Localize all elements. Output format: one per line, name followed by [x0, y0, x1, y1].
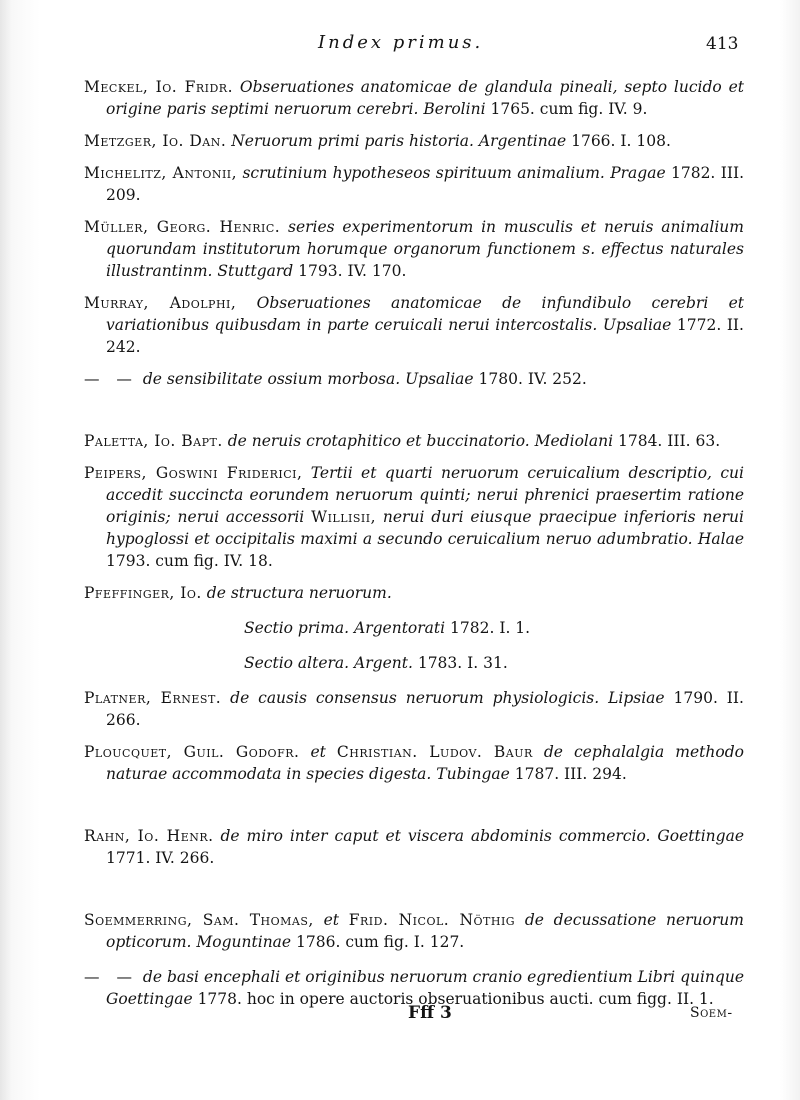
running-head	[0, 32, 800, 58]
entry-title: de basi encephali et originibus neruorum cranio egredientium Libri quinque	[142, 968, 744, 986]
entry-title: de cephalalgia methodo naturae accommodata in species digesta.	[106, 743, 744, 783]
ditto-dash: — —	[84, 968, 138, 986]
entry-connector: et	[323, 911, 339, 929]
entry-place: Upsaliae	[602, 316, 672, 334]
entry-title: de causis consensus neruorum physiologicis.	[230, 689, 600, 707]
index-subentry	[84, 652, 744, 674]
index-entry	[84, 430, 744, 452]
entry-author: Ploucquet, Guil. Godofr.	[84, 743, 300, 761]
entry-title: series experimentorum in musculis et neruis animalium quorundam institutorum horumque organorum functionem s. effectus naturales illustrantinm.	[106, 218, 744, 280]
entry-place: Stuttgard	[217, 262, 294, 280]
entry-place: Lipsiae	[608, 689, 665, 707]
page-footer	[0, 1003, 800, 1029]
running-title: Index primus.	[318, 32, 484, 53]
entry-place: Tubingae	[436, 765, 510, 783]
subentry-place: Argentorati	[354, 619, 446, 637]
ditto-dash: — —	[84, 370, 138, 388]
entry-title: de neruis crotaphitico et buccinatorio.	[227, 432, 530, 450]
entry-title: de sensibilitate ossium morbosa.	[142, 370, 401, 388]
entry-author: Michelitz, Antonii,	[84, 164, 238, 182]
entry-reference: 1778. hoc in opere auctoris obseruationibus aucti. cum figg. II. 1.	[197, 990, 714, 1008]
subentry-title: Sectio prima.	[244, 619, 350, 637]
index-entry	[84, 909, 744, 953]
entry-title-continued: nerui duri eiusque praecipue inferioris nerui hypoglossi et occipitalis maximi a secundo ceruicalium neruo adumbratio.	[106, 508, 744, 548]
index-entry	[84, 368, 744, 390]
entry-connector: et	[310, 743, 326, 761]
entry-reference: 1793. cum fig. IV. 18.	[106, 552, 273, 570]
index-entry	[84, 462, 744, 572]
entry-title: de decussatione neruorum opticorum.	[106, 911, 744, 951]
subentry-place: Argent.	[354, 654, 413, 672]
index-entry	[84, 687, 744, 731]
entry-place: Moguntinae	[196, 933, 292, 951]
entry-author: Rahn, Io. Henr.	[84, 827, 214, 845]
entry-reference: 1765. cum fig. IV. 9.	[490, 100, 648, 118]
entry-reference: 1784. III. 63.	[617, 432, 721, 450]
entry-coauthor: Frid. Nicol. Nöthig	[348, 911, 516, 929]
entry-reference: 1787. III. 294.	[514, 765, 627, 783]
entry-author: Platner, Ernest.	[84, 689, 222, 707]
entry-reference: 1771. IV. 266.	[106, 849, 215, 867]
entry-author: Metzger, Io. Dan.	[84, 132, 227, 150]
entry-author: Pfeffinger, Io.	[84, 584, 202, 602]
index-entry	[84, 582, 744, 604]
subentry-title: Sectio altera.	[244, 654, 350, 672]
entry-reference: 1786. cum fig. I. 127.	[296, 933, 465, 951]
index-entry	[84, 825, 744, 869]
entry-place: Argentinae	[478, 132, 567, 150]
entry-author-inline: Willisii,	[311, 508, 377, 526]
index-entries	[84, 70, 744, 1010]
index-entry	[84, 76, 744, 120]
entry-coauthor: Christian. Ludov. Baur	[336, 743, 533, 761]
index-subentry	[84, 617, 744, 639]
entry-reference: 1790. II. 266.	[106, 689, 744, 729]
entry-title: scrutinium hypotheseos spirituum animalium.	[242, 164, 605, 182]
entry-title: Obseruationes anatomicae de infundibulo cerebri et variationibus quibusdam in parte ceruicali nerui intercostalis.	[106, 294, 744, 334]
entry-place: Berolini	[423, 100, 486, 118]
entry-reference: 1782. III. 209.	[106, 164, 744, 204]
entry-title: Obseruationes anatomicae de glandula pineali, septo lucido et origine paris septimi neruorum cerebri.	[106, 78, 744, 118]
entry-author: Soemmerring, Sam. Thomas,	[84, 911, 314, 929]
entry-author: Peipers, Goswini Friderici,	[84, 464, 303, 482]
entry-author: Meckel, Io. Fridr.	[84, 78, 234, 96]
index-entry	[84, 741, 744, 785]
index-entry	[84, 162, 744, 206]
entry-place: Mediolani	[534, 432, 614, 450]
entry-author: Paletta, Io. Bapt.	[84, 432, 223, 450]
entry-place: Pragae	[610, 164, 666, 182]
signature-mark: Fff 3	[408, 1003, 452, 1023]
entry-author: Murray, Adolphi,	[84, 294, 237, 312]
entry-title: de structura neruorum.	[206, 584, 392, 602]
index-entry	[84, 216, 744, 282]
catchword: Soem-	[690, 1005, 733, 1021]
subentry-reference: 1782. I. 1.	[450, 619, 531, 637]
entry-author: Müller, Georg. Henric.	[84, 218, 281, 236]
entry-place: Halae	[697, 530, 744, 548]
entry-title: de miro inter caput et viscera abdominis commercio.	[220, 827, 651, 845]
page-number: 413	[706, 34, 739, 54]
index-entry	[84, 292, 744, 358]
entry-place: Upsaliae	[405, 370, 474, 388]
entry-reference: 1793. IV. 170.	[298, 262, 407, 280]
entry-title: Tertii et quarti neruorum ceruicalium descriptio, cui accedit succincta eorundem neruorum quinti; nerui phrenici praesertim ratione originis; nerui accessorii	[106, 464, 744, 526]
entry-reference: 1772. II. 242.	[106, 316, 744, 356]
entry-title: Neruorum primi paris historia.	[231, 132, 474, 150]
entry-reference: 1780. IV. 252.	[478, 370, 587, 388]
entry-place: Goettingae	[657, 827, 744, 845]
subentry-reference: 1783. I. 31.	[417, 654, 508, 672]
index-entry	[84, 130, 744, 152]
entry-reference: 1766. I. 108.	[571, 132, 671, 150]
entry-place: Goettingae	[106, 990, 193, 1008]
